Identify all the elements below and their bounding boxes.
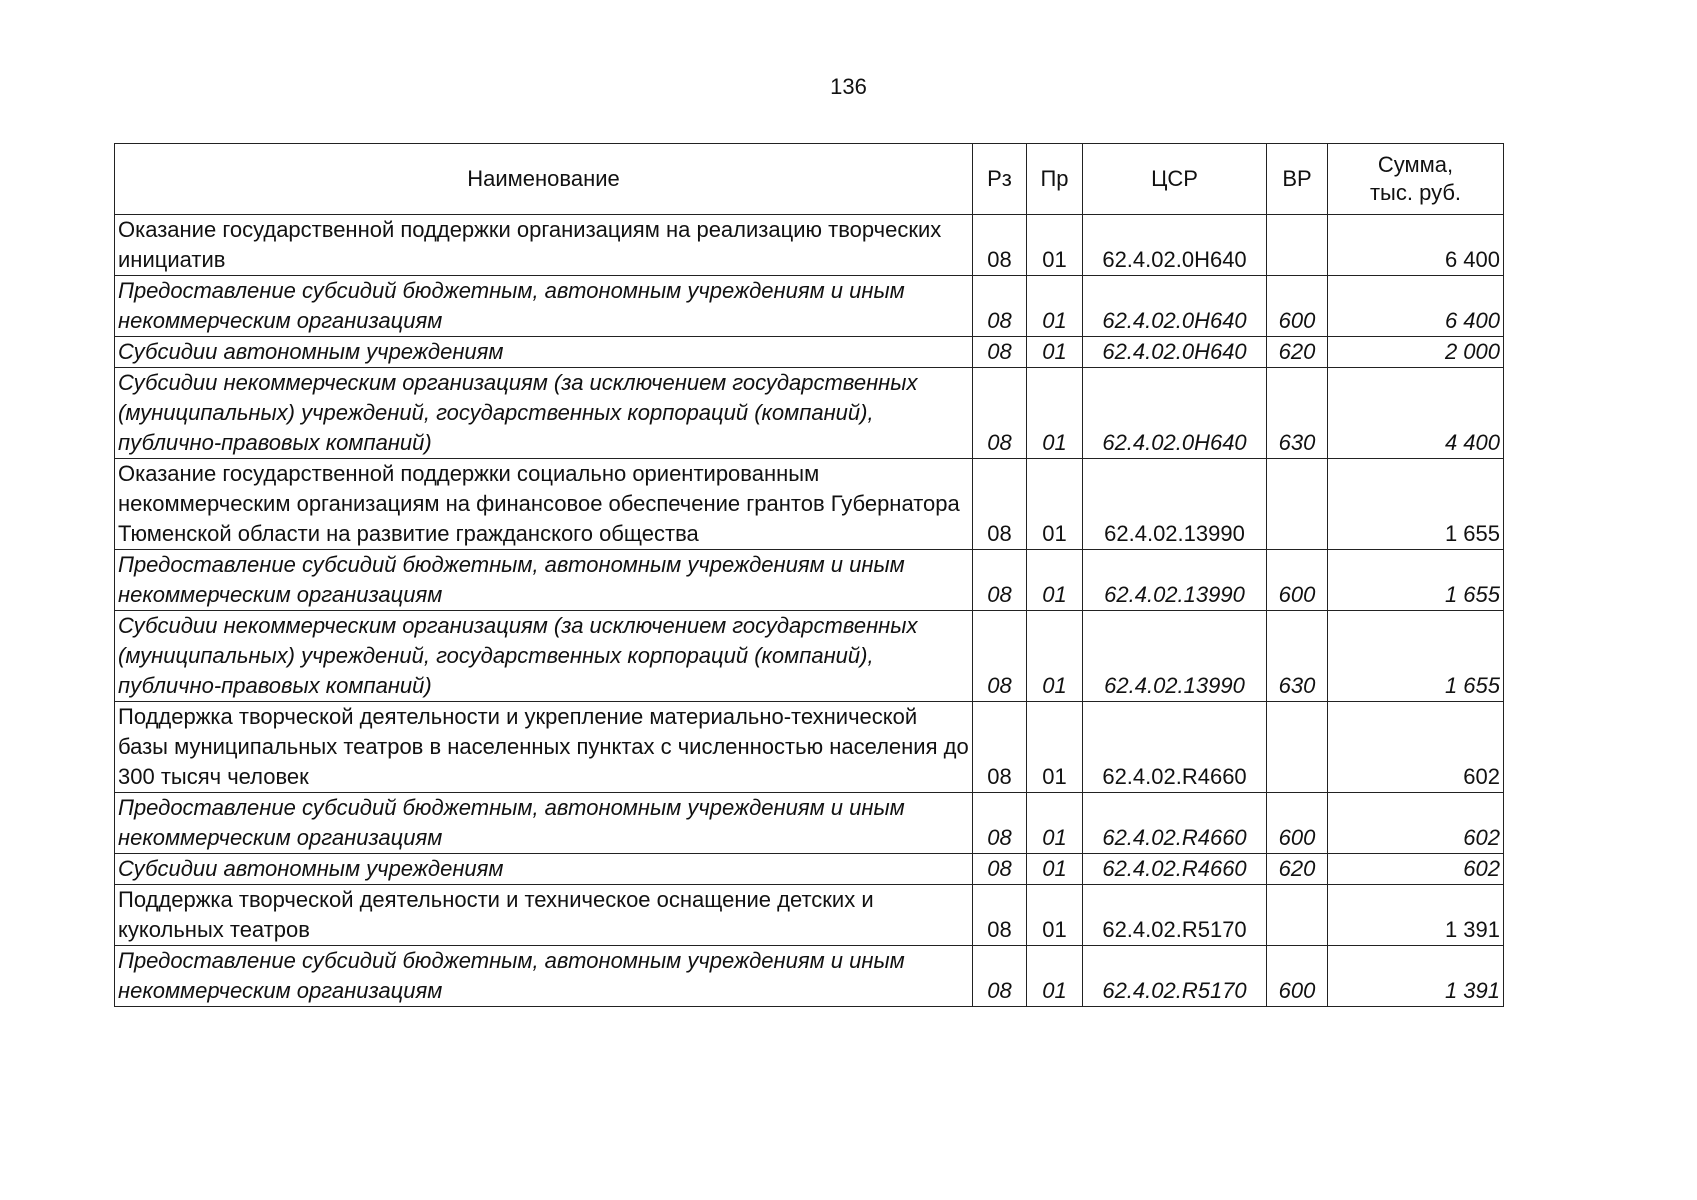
cell-vr: 600 — [1267, 550, 1328, 611]
cell-csr: 62.4.02.0Н640 — [1083, 215, 1267, 276]
cell-rz: 08 — [973, 459, 1027, 550]
cell-rz: 08 — [973, 854, 1027, 885]
table-row — [115, 550, 1504, 611]
cell-vr — [1267, 885, 1328, 946]
cell-rz: 08 — [973, 550, 1027, 611]
cell-sum: 1 655 — [1328, 550, 1504, 611]
header-name: Наименование — [115, 144, 973, 215]
cell-vr: 620 — [1267, 854, 1328, 885]
cell-name: Оказание государственной поддержки организациям на реализацию творческих инициатив — [115, 215, 973, 276]
cell-vr: 620 — [1267, 337, 1328, 368]
cell-csr: 62.4.02.13990 — [1083, 459, 1267, 550]
header-sum — [1328, 144, 1504, 215]
cell-sum: 6 400 — [1328, 276, 1504, 337]
cell-pr: 01 — [1027, 885, 1083, 946]
table-row — [115, 368, 1504, 459]
cell-vr: 630 — [1267, 368, 1328, 459]
cell-pr: 01 — [1027, 337, 1083, 368]
cell-csr: 62.4.02.R4660 — [1083, 854, 1267, 885]
cell-name: Поддержка творческой деятельности и укрепление материально-технической базы муниципальных театров в населенных пунктах с численностью населения до 300 тысяч человек — [115, 702, 973, 793]
cell-name: Предоставление субсидий бюджетным, автономным учреждениям и иным некоммерческим организациям — [115, 550, 973, 611]
table-row — [115, 459, 1504, 550]
cell-vr: 600 — [1267, 276, 1328, 337]
cell-name: Субсидии автономным учреждениям — [115, 854, 973, 885]
cell-csr: 62.4.02.0Н640 — [1083, 337, 1267, 368]
cell-vr — [1267, 459, 1328, 550]
cell-rz: 08 — [973, 215, 1027, 276]
cell-pr: 01 — [1027, 854, 1083, 885]
cell-sum: 1 391 — [1328, 946, 1504, 1007]
cell-pr: 01 — [1027, 702, 1083, 793]
cell-pr: 01 — [1027, 368, 1083, 459]
cell-sum: 602 — [1328, 793, 1504, 854]
cell-name: Субсидии некоммерческим организациям (за исключением государственных (муниципальных) учреждений, государственных корпораций (компаний), публично-правовых компаний) — [115, 368, 973, 459]
table-row — [115, 702, 1504, 793]
cell-sum: 4 400 — [1328, 368, 1504, 459]
cell-rz: 08 — [973, 368, 1027, 459]
cell-pr: 01 — [1027, 459, 1083, 550]
header-sum-line1: Сумма, — [1377, 152, 1454, 177]
cell-pr: 01 — [1027, 276, 1083, 337]
cell-vr — [1267, 215, 1328, 276]
cell-sum: 602 — [1328, 702, 1504, 793]
cell-csr: 62.4.02.R4660 — [1083, 702, 1267, 793]
cell-sum: 1 655 — [1328, 459, 1504, 550]
budget-table — [114, 143, 1504, 1007]
table-row — [115, 215, 1504, 276]
cell-csr: 62.4.02.R5170 — [1083, 946, 1267, 1007]
header-csr: ЦСР — [1083, 144, 1267, 215]
cell-rz: 08 — [973, 946, 1027, 1007]
cell-rz: 08 — [973, 793, 1027, 854]
cell-rz: 08 — [973, 885, 1027, 946]
cell-name: Поддержка творческой деятельности и техническое оснащение детских и кукольных театров — [115, 885, 973, 946]
cell-sum: 602 — [1328, 854, 1504, 885]
cell-name: Оказание государственной поддержки социально ориентированным некоммерческим организациям на финансовое обеспечение грантов Губернатора Тюменской области на развитие гражданского общества — [115, 459, 973, 550]
cell-rz: 08 — [973, 337, 1027, 368]
table-row — [115, 793, 1504, 854]
header-pr: Пр — [1027, 144, 1083, 215]
table-body — [115, 215, 1504, 1007]
cell-vr — [1267, 702, 1328, 793]
header-rz: Рз — [973, 144, 1027, 215]
cell-csr: 62.4.02.13990 — [1083, 550, 1267, 611]
cell-vr: 600 — [1267, 946, 1328, 1007]
table-row — [115, 854, 1504, 885]
table-header-row — [115, 144, 1504, 215]
cell-pr: 01 — [1027, 793, 1083, 854]
cell-csr: 62.4.02.R4660 — [1083, 793, 1267, 854]
table-row — [115, 946, 1504, 1007]
cell-csr: 62.4.02.13990 — [1083, 611, 1267, 702]
cell-csr: 62.4.02.R5170 — [1083, 885, 1267, 946]
cell-csr: 62.4.02.0Н640 — [1083, 276, 1267, 337]
cell-sum: 1 391 — [1328, 885, 1504, 946]
table-row — [115, 276, 1504, 337]
cell-pr: 01 — [1027, 946, 1083, 1007]
cell-name: Предоставление субсидий бюджетным, автономным учреждениям и иным некоммерческим организациям — [115, 793, 973, 854]
cell-pr: 01 — [1027, 550, 1083, 611]
cell-sum: 1 655 — [1328, 611, 1504, 702]
cell-name: Субсидии автономным учреждениям — [115, 337, 973, 368]
cell-rz: 08 — [973, 611, 1027, 702]
table-row — [115, 337, 1504, 368]
cell-name: Предоставление субсидий бюджетным, автономным учреждениям и иным некоммерческим организациям — [115, 276, 973, 337]
cell-rz: 08 — [973, 276, 1027, 337]
cell-pr: 01 — [1027, 611, 1083, 702]
cell-sum: 2 000 — [1328, 337, 1504, 368]
cell-csr: 62.4.02.0Н640 — [1083, 368, 1267, 459]
header-sum-line2: тыс. руб. — [1369, 180, 1462, 205]
cell-name: Субсидии некоммерческим организациям (за исключением государственных (муниципальных) учреждений, государственных корпораций (компаний), публично-правовых компаний) — [115, 611, 973, 702]
header-vr: ВР — [1267, 144, 1328, 215]
cell-name: Предоставление субсидий бюджетным, автономным учреждениям и иным некоммерческим организациям — [115, 946, 973, 1007]
cell-vr: 630 — [1267, 611, 1328, 702]
cell-vr: 600 — [1267, 793, 1328, 854]
cell-pr: 01 — [1027, 215, 1083, 276]
table-row — [115, 611, 1504, 702]
cell-rz: 08 — [973, 702, 1027, 793]
page-number: 136 — [830, 74, 867, 99]
table-row — [115, 885, 1504, 946]
cell-sum: 6 400 — [1328, 215, 1504, 276]
